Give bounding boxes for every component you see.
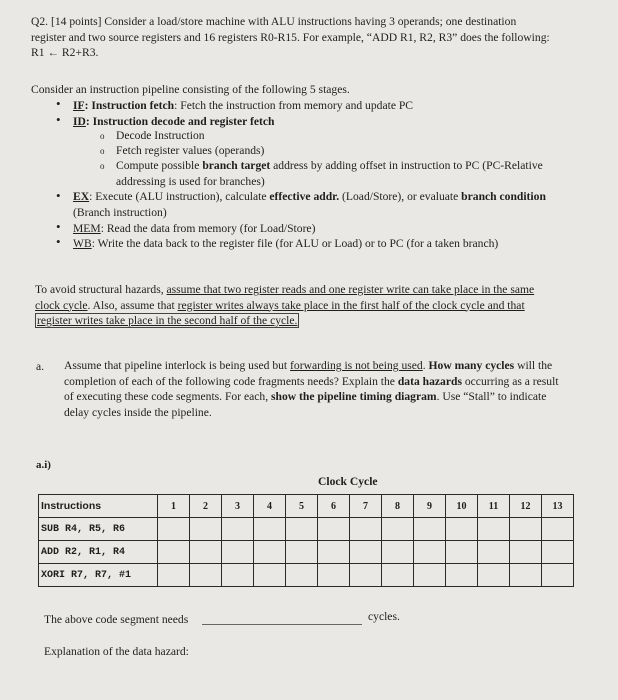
cycle-header-8: 8 xyxy=(382,495,414,518)
timing-cell[interactable] xyxy=(318,541,350,564)
table-row xyxy=(39,518,574,541)
timing-cell[interactable] xyxy=(158,541,190,564)
timing-cell[interactable] xyxy=(222,518,254,541)
cycle-header-2: 2 xyxy=(190,495,222,518)
timing-cell[interactable] xyxy=(254,518,286,541)
cycles-unit-label: cycles. xyxy=(368,610,400,623)
timing-cell[interactable] xyxy=(446,518,478,541)
bullet-icon: • xyxy=(56,234,61,249)
part-a-text: Assume that pipeline interlock is being used but forwarding is not being used. How many cycles will the completion of each of the following code fragments needs? Explain the data hazards occurring as a result of executing these code segments. For each, show the pipeline timing diagram. Use “Stall” to indicate delay cycles inside the pipeline. xyxy=(64,359,559,419)
timing-cell[interactable] xyxy=(222,541,254,564)
question-line-3: R1 ← R2+R3. xyxy=(31,46,99,59)
timing-cell[interactable] xyxy=(254,564,286,587)
question-line-1: Q2. [14 points] Consider a load/store machine with ALU instructions having 3 operands; one destination xyxy=(31,15,517,28)
cycle-header-9: 9 xyxy=(414,495,446,518)
table-row xyxy=(39,541,574,564)
timing-cell[interactable] xyxy=(382,541,414,564)
stage-ex: EX: Execute (ALU instruction), calculate effective addr. (Load/Store), or evaluate branch condition (Branch instruction) xyxy=(73,190,546,219)
cycle-header-12: 12 xyxy=(510,495,542,518)
timing-cell[interactable] xyxy=(542,518,574,541)
bullet-icon: • xyxy=(56,188,61,203)
timing-cell[interactable] xyxy=(478,564,510,587)
timing-cell[interactable] xyxy=(542,541,574,564)
stage-id: ID: Instruction decode and register fetch xyxy=(73,115,275,128)
cycle-header-4: 4 xyxy=(254,495,286,518)
cycle-header-10: 10 xyxy=(446,495,478,518)
cycle-header-1: 1 xyxy=(158,495,190,518)
circle-bullet-icon: o xyxy=(100,161,105,171)
timing-cell[interactable] xyxy=(446,564,478,587)
timing-cell[interactable] xyxy=(542,564,574,587)
cycle-header-13: 13 xyxy=(542,495,574,518)
timing-cell[interactable] xyxy=(414,541,446,564)
timing-cell[interactable] xyxy=(190,518,222,541)
instruction-label: XORI R7, R7, #1 xyxy=(39,564,158,587)
timing-cell[interactable] xyxy=(286,518,318,541)
timing-cell[interactable] xyxy=(222,564,254,587)
table-row xyxy=(39,564,574,587)
circle-bullet-icon: o xyxy=(100,131,105,141)
timing-cell[interactable] xyxy=(510,541,542,564)
stage-if: IF: Instruction fetch: Fetch the instruction from memory and update PC xyxy=(73,99,414,112)
stage-id-sub2: Fetch register values (operands) xyxy=(116,144,265,157)
timing-cell[interactable] xyxy=(382,564,414,587)
cycle-header-11: 11 xyxy=(478,495,510,518)
timing-cell[interactable] xyxy=(478,541,510,564)
timing-cell[interactable] xyxy=(318,518,350,541)
cycle-header-3: 3 xyxy=(222,495,254,518)
cycle-header-7: 7 xyxy=(350,495,382,518)
bullet-icon: • xyxy=(56,96,61,111)
hazard-note: To avoid structural hazards, assume that two register reads and one register write can take place in the same clock cycle. Also, assume that register writes always take place in the first half of the clock cycle and that register writes take place in the second half of the cycle. xyxy=(35,283,535,327)
timing-cell[interactable] xyxy=(350,518,382,541)
question-text xyxy=(31,14,606,61)
timing-cell[interactable] xyxy=(318,564,350,587)
cycles-needed-label: The above code segment needs xyxy=(44,613,189,626)
instruction-label: ADD R2, R1, R4 xyxy=(39,541,158,564)
stage-id-sub3: Compute possible branch target address by adding offset in instruction to PC (PC-Relative addressing is used for branches) xyxy=(116,159,543,188)
timing-cell[interactable] xyxy=(158,518,190,541)
timing-cell[interactable] xyxy=(350,541,382,564)
timing-cell[interactable] xyxy=(350,564,382,587)
stage-id-sub1: Decode Instruction xyxy=(116,129,205,142)
timing-cell[interactable] xyxy=(286,541,318,564)
circle-bullet-icon: o xyxy=(100,146,105,156)
timing-cell[interactable] xyxy=(446,541,478,564)
part-a-label: a. xyxy=(36,360,45,373)
sub-question-label: a.i) xyxy=(36,459,51,471)
timing-cell[interactable] xyxy=(158,564,190,587)
clock-cycle-caption: Clock Cycle xyxy=(318,475,378,488)
bullet-icon: • xyxy=(56,219,61,234)
timing-cell[interactable] xyxy=(510,518,542,541)
table-header-row xyxy=(39,495,574,518)
cycle-header-6: 6 xyxy=(318,495,350,518)
instructions-header: Instructions xyxy=(39,495,158,518)
timing-cell[interactable] xyxy=(478,518,510,541)
timing-cell[interactable] xyxy=(414,518,446,541)
question-line-2: register and two source registers and 16 registers R0-R15. For example, “ADD R1, R2, R3” does the following: xyxy=(31,30,550,44)
pipeline-timing-table xyxy=(38,494,574,587)
timing-cell[interactable] xyxy=(254,541,286,564)
timing-cell[interactable] xyxy=(190,564,222,587)
bullet-icon: • xyxy=(56,112,61,127)
timing-cell[interactable] xyxy=(286,564,318,587)
timing-cell[interactable] xyxy=(414,564,446,587)
explanation-label: Explanation of the data hazard: xyxy=(44,645,189,658)
stage-wb: WB: Write the data back to the register file (for ALU or Load) or to PC (for a taken branch) xyxy=(73,237,499,250)
cycle-header-5: 5 xyxy=(286,495,318,518)
instruction-label: SUB R4, R5, R6 xyxy=(39,518,158,541)
cycles-answer-line[interactable] xyxy=(202,624,362,625)
timing-cell[interactable] xyxy=(382,518,414,541)
stage-mem: MEM: Read the data from memory (for Load/Store) xyxy=(73,222,316,235)
pipeline-intro: Consider an instruction pipeline consisting of the following 5 stages. xyxy=(31,83,350,96)
timing-cell[interactable] xyxy=(190,541,222,564)
timing-cell[interactable] xyxy=(510,564,542,587)
